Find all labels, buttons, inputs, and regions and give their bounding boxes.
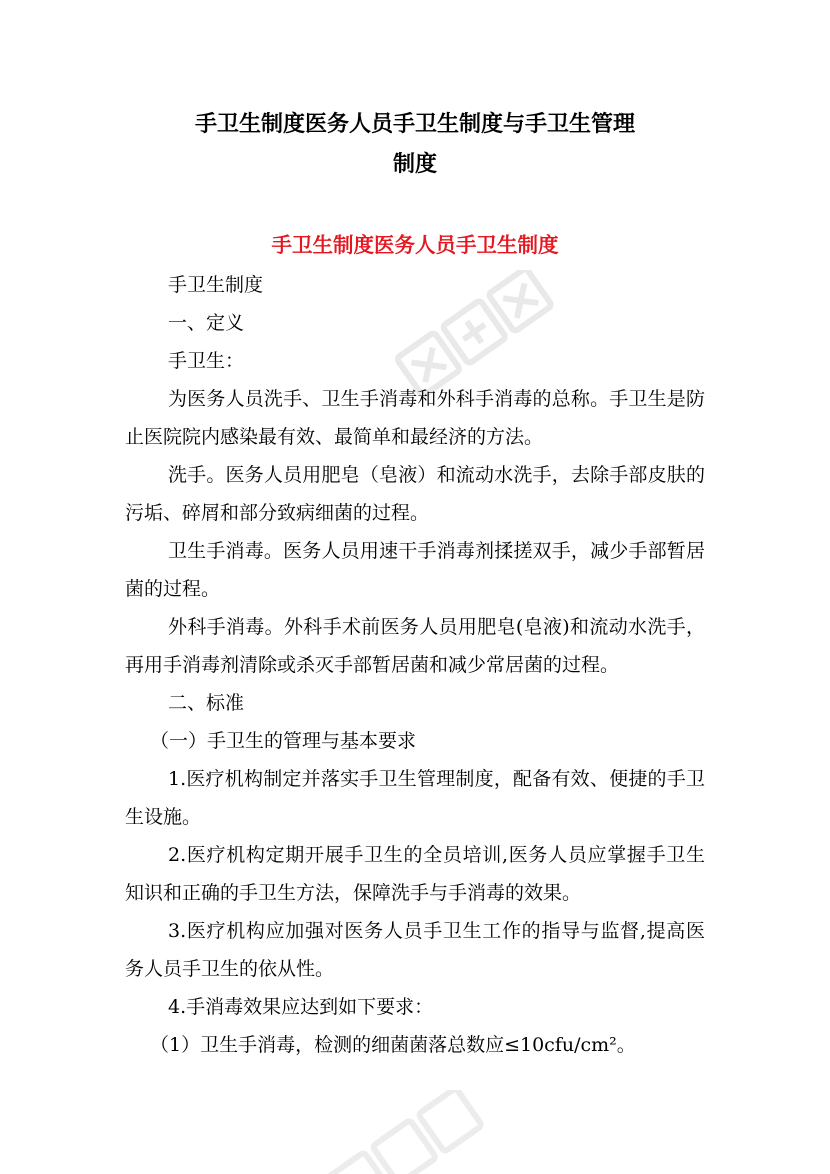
paragraph-line: 再用手消毒剂清除或杀灭手部暂居菌和减少常居菌的过程。 (125, 654, 620, 676)
paragraph-line: 洗手。医务人员用肥皂（皂液）和流动水洗手，去除手部皮肤的 (168, 464, 705, 486)
paragraph-line: 卫生手消毒。医务人员用速干手消毒剂揉搓双手，减少手部暂居 (168, 540, 705, 562)
document-subtitle: 手卫生制度医务人员手卫生制度 (271, 233, 559, 257)
paragraph-line: 外科手消毒。外科手术前医务人员用肥皂(皂液)和流动水洗手， (168, 616, 705, 638)
list-item-line: 务人员手卫生的依从性。 (125, 958, 335, 980)
term-heading: 手卫生： (168, 350, 245, 372)
title-line-2: 制度 (392, 152, 437, 177)
watermark-bottom (310, 1090, 500, 1174)
list-item-line: 4.手消毒效果应达到如下要求： (168, 996, 434, 1018)
paragraph-line: 菌的过程。 (125, 578, 221, 600)
list-item-line: 3.医疗机构应加强对医务人员手卫生工作的指导与监督,提高医 (168, 920, 705, 942)
paragraph-line: 为医务人员洗手、卫生手消毒和外科手消毒的总称。手卫生是防 (168, 388, 705, 410)
list-item-line: 1.医疗机构制定并落实手卫生管理制度，配备有效、便捷的手卫 (168, 768, 705, 790)
title-line-1: 手卫生制度医务人员手卫生制度与手卫生管理 (194, 112, 635, 137)
section-heading: 二、标准 (168, 692, 245, 714)
list-item-line: 生设施。 (125, 806, 202, 828)
document-title (0, 105, 830, 185)
paragraph-line: 污垢、碎屑和部分致病细菌的过程。 (125, 502, 430, 524)
section-heading: 手卫生制度 (168, 274, 264, 296)
section-heading: 一、定义 (168, 312, 245, 334)
paragraph-line: 止医院院内感染最有效、最简单和最经济的方法。 (125, 426, 544, 448)
document-body (125, 266, 705, 1064)
sub-list-item-line: （1）卫生手消毒，检测的细菌菌落总数应≤10cfu/cm²。 (150, 1034, 636, 1056)
subsection-heading: （一）手卫生的管理与基本要求 (150, 730, 417, 752)
list-item-line: 知识和正确的手卫生方法，保障洗手与手消毒的效果。 (125, 882, 582, 904)
list-item-line: 2.医疗机构定期开展手卫生的全员培训,医务人员应掌握手卫生 (168, 844, 705, 866)
